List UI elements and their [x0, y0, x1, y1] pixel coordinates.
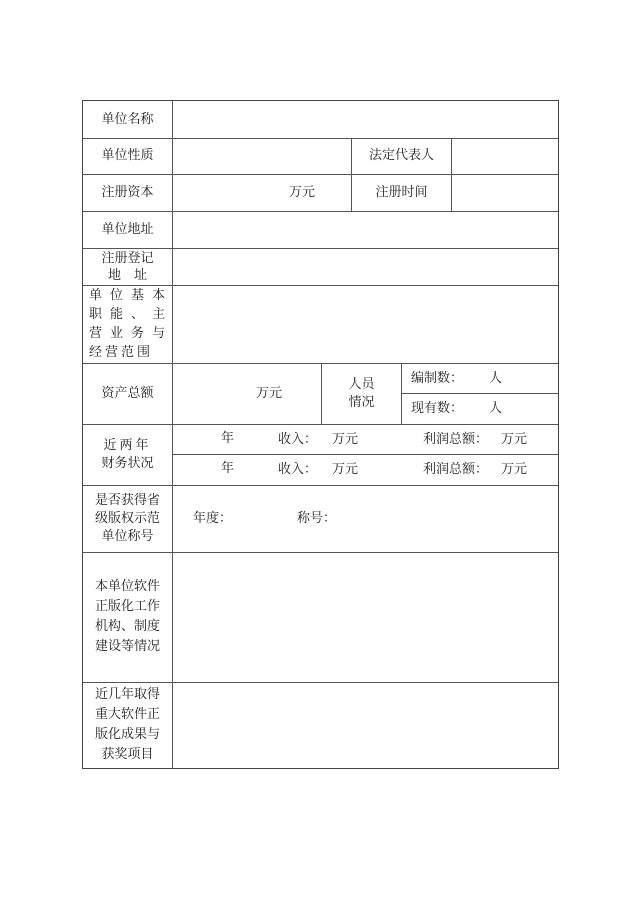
- award-field[interactable]: [173, 485, 558, 552]
- reg-address-label: [83, 248, 172, 285]
- reg-address-field[interactable]: [173, 248, 558, 285]
- unit-name-label: 单位名称: [101, 111, 154, 127]
- reg-address-label-line1: 注册登记: [101, 250, 154, 266]
- finance-year: 年: [221, 461, 235, 476]
- award-label: [83, 485, 172, 552]
- reg-time-field[interactable]: [452, 174, 558, 211]
- unit-address-label: 单位地址: [101, 221, 154, 237]
- award-label-text: 是否获得省级版权示范单位称号: [94, 492, 160, 544]
- total-assets-label: 资产总额: [101, 385, 154, 401]
- functions-field[interactable]: [173, 285, 558, 363]
- functions-label-text: 单位基本职能、主营业务与经营范围: [89, 288, 168, 360]
- finance-year: 年: [221, 431, 235, 446]
- finance-income-unit: 万元: [332, 432, 359, 447]
- staff-label-line1: 人员: [348, 376, 375, 392]
- unit-address-field[interactable]: [173, 211, 558, 248]
- mechanism-field[interactable]: [173, 552, 558, 682]
- achievements-field[interactable]: [173, 682, 558, 768]
- achievements-label: [83, 682, 172, 768]
- finance-label-line1: 近两年: [103, 437, 152, 453]
- registration-form-table: [82, 100, 559, 769]
- finance-profit-label: 利润总额：: [423, 432, 489, 447]
- finance-profit-unit: 万元: [501, 432, 528, 447]
- reg-capital-field[interactable]: [173, 174, 351, 211]
- award-title-label: 称号：: [297, 511, 337, 526]
- finance-row-1-field[interactable]: [173, 424, 558, 454]
- mechanism-label-text: 本单位软件正版化工作机构、制度建设等情况: [94, 579, 160, 654]
- unit-name-field[interactable]: [173, 101, 558, 138]
- legal-rep-field[interactable]: [452, 138, 558, 174]
- reg-capital-label: 注册资本: [101, 184, 154, 200]
- staff-label: [322, 363, 401, 424]
- current-field[interactable]: [402, 394, 558, 424]
- award-year-label: 年度：: [193, 511, 233, 526]
- finance-income-unit: 万元: [332, 462, 359, 477]
- reg-time-label: 注册时间: [375, 184, 428, 200]
- quota-unit: 人: [489, 371, 503, 386]
- quota-label: 编制数：: [411, 371, 464, 386]
- total-assets-field[interactable]: [173, 363, 321, 424]
- unit-nature-field[interactable]: [173, 138, 351, 174]
- finance-label: [83, 424, 172, 485]
- quota-field[interactable]: [402, 363, 558, 393]
- functions-label: [83, 285, 172, 363]
- total-assets-unit: 万元: [256, 386, 283, 401]
- achievements-label-text: 近几年取得重大软件正版化成果与获奖项目: [94, 687, 160, 762]
- reg-address-label-line2: 地 址: [107, 267, 147, 283]
- finance-profit-label: 利润总额：: [423, 462, 489, 477]
- finance-income-label: 收入：: [278, 462, 318, 477]
- finance-row-2-field[interactable]: [173, 455, 558, 485]
- current-label: 现有数：: [411, 401, 464, 416]
- finance-label-line2: 财务状况: [101, 455, 154, 471]
- finance-income-label: 收入：: [278, 432, 318, 447]
- reg-capital-unit: 万元: [289, 185, 316, 200]
- legal-rep-label: 法定代表人: [368, 148, 434, 163]
- finance-profit-unit: 万元: [501, 462, 528, 477]
- current-unit: 人: [489, 401, 503, 416]
- staff-label-line2: 情况: [348, 394, 375, 410]
- unit-nature-label: 单位性质: [101, 148, 154, 163]
- mechanism-label: [83, 552, 172, 682]
